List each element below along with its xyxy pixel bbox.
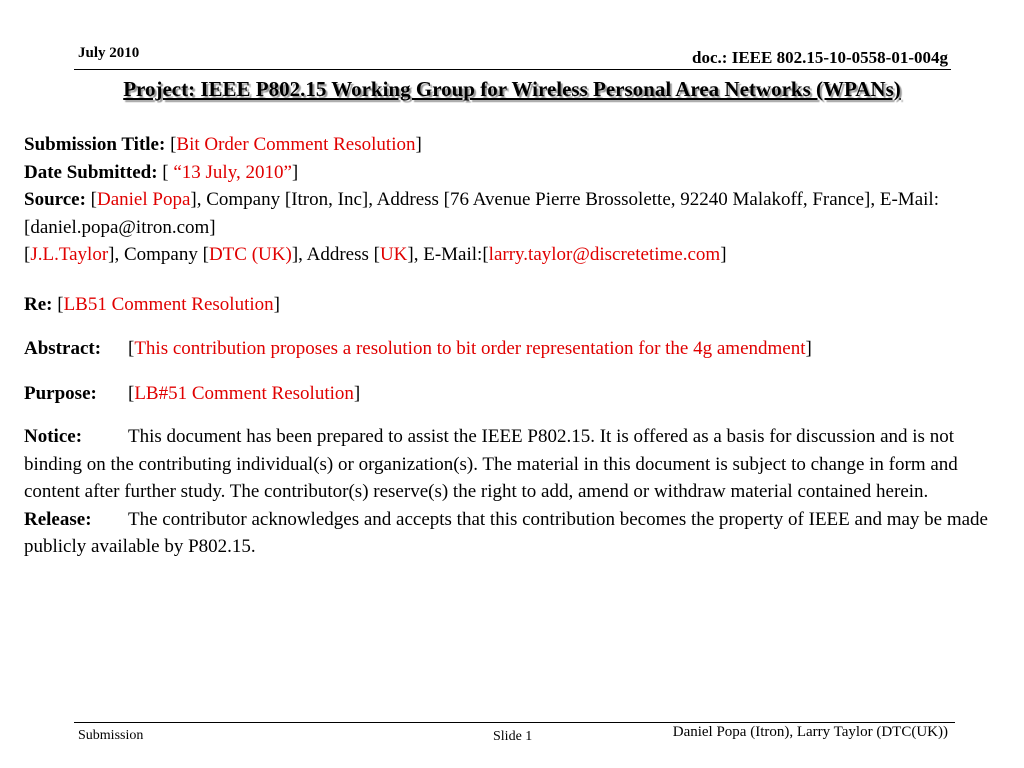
- source-address2: UK: [379, 244, 408, 265]
- header-date: July 2010: [78, 45, 140, 61]
- abstract-value: This contribution proposes a resolution to bit order representation for the 4g amendment: [134, 338, 806, 359]
- submission-title-label: Submission Title:: [24, 134, 166, 155]
- footer-divider: [74, 722, 955, 723]
- source-author1-details: ], Company [Itron, Inc], Address [76 Avenue Pierre Brossolette, 92240 Malakoff, France], E-Mail:[daniel.popa@itron.com]: [24, 189, 939, 238]
- date-submitted-value: “13 July, 2010”: [173, 161, 292, 183]
- notice-text: This document has been prepared to assist the IEEE P802.15. It is offered as a basis for discussion and is not binding on the contributing individual(s) or organization(s). The material in this document is subject to change in form and content after further study. The contributor(s) reserve(s) the right to add, amend or withdraw material contained herein.: [24, 426, 958, 502]
- source-author1: Daniel Popa: [97, 189, 191, 210]
- source-address2-label: ], Address [: [291, 244, 380, 265]
- source-line-2: [J.L.Taylor], Company [DTC (UK)], Address [UK], E-Mail:[larry.taylor@discretetime.com]: [24, 244, 727, 265]
- slide-title: Project: IEEE P802.15 Working Group for Wireless Personal Area Networks (WPANs): [123, 77, 901, 101]
- slide-body: [24, 131, 1014, 561]
- notice-label: Notice:: [24, 426, 83, 447]
- re-line: Re: [LB51 Comment Resolution]: [24, 293, 280, 315]
- source-line: Source: [Daniel Popa], Company [Itron, Inc], Address [76 Avenue Pierre Brossolette, 92240 Malakoff, France], E-Mail:[daniel.popa@itron.com]: [24, 189, 939, 238]
- release-label: Release:: [24, 508, 92, 530]
- abstract-line: Abstract: [This contribution proposes a resolution to bit order representation for the 4g amendment]: [24, 335, 1014, 363]
- date-submitted-label: Date Submitted:: [24, 161, 158, 183]
- re-label: Re:: [24, 293, 53, 315]
- source-email2-label: ], E-Mail:[: [407, 244, 489, 265]
- purpose-line: Purpose: [LB#51 Comment Resolution]: [24, 380, 1014, 408]
- footer-submission: Submission: [78, 728, 144, 743]
- submission-title-value: Bit Order Comment Resolution: [176, 134, 416, 155]
- purpose-label: Purpose:: [24, 382, 97, 404]
- source-email2: larry.taylor@discretetime.com: [488, 244, 721, 265]
- source-company2: DTC (UK): [208, 244, 292, 265]
- re-value: LB51 Comment Resolution: [63, 293, 274, 315]
- source-label: Source:: [24, 189, 86, 210]
- abstract-label: Abstract:: [24, 338, 102, 359]
- release-paragraph: [24, 506, 1014, 561]
- source-author2: J.L.Taylor: [30, 244, 109, 265]
- footer-slide-number: Slide 1: [493, 729, 533, 744]
- notice-paragraph: [24, 423, 1014, 506]
- release-text: The contributor acknowledges and accepts that this contribution becomes the property of IEEE and may be made publicly available by P802.15.: [24, 508, 988, 557]
- date-submitted-line: Date Submitted: [ “13 July, 2010”]: [24, 161, 299, 183]
- header-doc-id: doc.: IEEE 802.15-10-0558-01-004g: [692, 48, 948, 67]
- source-company2-label: ], Company [: [108, 244, 209, 265]
- submission-title-line: Submission Title: [Bit Order Comment Resolution]: [24, 134, 422, 155]
- purpose-value: LB#51 Comment Resolution: [134, 382, 354, 404]
- header-divider: [74, 69, 951, 70]
- footer-authors: Daniel Popa (Itron), Larry Taylor (DTC(UK)): [672, 724, 948, 740]
